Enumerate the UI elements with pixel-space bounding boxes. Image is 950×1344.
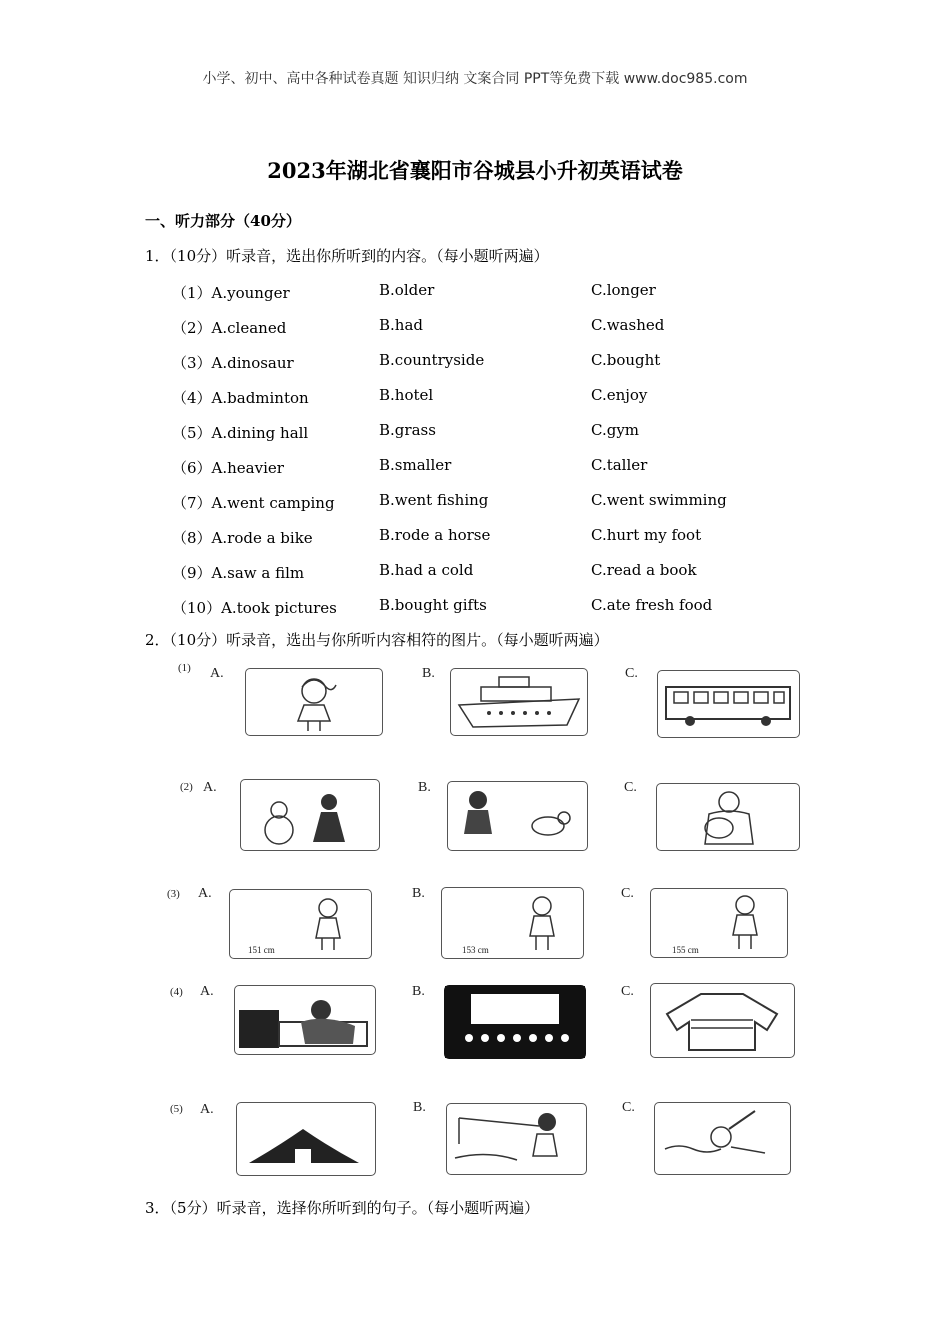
q1-option-4-b[interactable]: B.hotel [379, 386, 434, 404]
q1-option-3-b[interactable]: B.countryside [379, 351, 485, 369]
q1-option-3-c[interactable]: C.bought [591, 351, 661, 369]
height-label: 155 cm [672, 945, 699, 955]
picture-bus[interactable] [657, 670, 800, 738]
section-heading: 一、听力部分（40分） [145, 212, 301, 230]
q1-option-9-n[interactable]: （9）A.saw a film [172, 564, 305, 582]
option-label: A. [210, 666, 224, 681]
q1-option-4-c[interactable]: C.enjoy [591, 386, 648, 404]
height-label: 151 cm [248, 945, 275, 955]
q1-option-9-c[interactable]: C.read a book [591, 561, 697, 579]
q1-option-1-b[interactable]: B.older [379, 281, 435, 299]
q1-option-9-b[interactable]: B.had a cold [379, 561, 474, 579]
option-label: A. [200, 1102, 214, 1117]
q1-option-6-n[interactable]: （6）A.heavier [172, 459, 284, 477]
picture-cinema[interactable] [444, 985, 586, 1059]
question-1: 1．（10分）听录音，选出你所听到的内容。（每小题听两遍） [145, 247, 549, 265]
picture-girl-with-dog[interactable] [447, 781, 588, 851]
picture-sweater[interactable] [650, 983, 795, 1058]
option-label: C. [621, 984, 634, 999]
option-label: B. [413, 1100, 426, 1115]
picture-swimming[interactable] [654, 1102, 791, 1175]
picture-tent[interactable] [236, 1102, 376, 1176]
picture-girl-hugging-animal[interactable] [656, 783, 800, 851]
q1-option-10-b[interactable]: B.bought gifts [379, 596, 487, 614]
q1-option-8-n[interactable]: （8）A.rode a bike [172, 529, 313, 547]
q1-option-2-n[interactable]: （2）A.cleaned [172, 319, 287, 337]
option-label: B. [412, 984, 425, 999]
row-number: (4) [170, 986, 183, 998]
swimming-icon [655, 1103, 790, 1174]
girl-icon [246, 669, 382, 735]
sweater-icon [651, 984, 794, 1057]
option-label: B. [422, 666, 435, 681]
cat-icon [241, 780, 379, 850]
question-3: 3．（5分）听录音，选择你所听到的句子。（每小题听两遍） [145, 1199, 540, 1217]
q1-option-1-c[interactable]: C.longer [591, 281, 656, 299]
row-number: (3) [167, 888, 180, 900]
picture-ship[interactable] [450, 668, 588, 736]
option-label: C. [622, 1100, 635, 1115]
row-number: (1) [178, 662, 191, 674]
option-label: C. [624, 780, 637, 795]
cinema-icon [445, 986, 585, 1058]
question-2: 2．（10分）听录音，选出与你所听内容相符的图片。（每小题听两遍） [145, 631, 609, 649]
q1-option-7-n[interactable]: （7）A.went camping [172, 494, 335, 512]
q1-option-5-b[interactable]: B.grass [379, 421, 436, 439]
row-number: (5) [170, 1103, 183, 1115]
q1-option-3-n[interactable]: （3）A.dinosaur [172, 354, 294, 372]
q1-option-5-c[interactable]: C.gym [591, 421, 640, 439]
option-label: C. [621, 886, 634, 901]
option-label: A. [200, 984, 214, 999]
page-title: 2023年湖北省襄阳市谷城县小升初英语试卷 [267, 158, 683, 183]
picture-bed[interactable] [234, 985, 376, 1055]
picture-girl-with-cat[interactable] [240, 779, 380, 851]
option-label: B. [412, 886, 425, 901]
q1-option-8-b[interactable]: B.rode a horse [379, 526, 491, 544]
page-header: 小学、初中、高中各种试卷真题 知识归纳 文案合同 PPT等免费下载 www.doc985.com [202, 71, 748, 87]
q1-option-6-b[interactable]: B.smaller [379, 456, 452, 474]
q1-option-2-b[interactable]: B.had [379, 316, 423, 334]
row-number: (2) [180, 781, 193, 793]
option-label: C. [625, 666, 638, 681]
q1-option-10-n[interactable]: （10）A.took pictures [172, 599, 337, 617]
bus-icon [658, 671, 799, 737]
height-label: 153 cm [462, 945, 489, 955]
option-label: A. [198, 886, 212, 901]
option-label: A. [203, 780, 217, 795]
q1-option-1-n[interactable]: （1）A.younger [172, 284, 290, 302]
fishing-icon [447, 1104, 586, 1174]
q1-option-2-c[interactable]: C.washed [591, 316, 665, 334]
q1-option-10-c[interactable]: C.ate fresh food [591, 596, 713, 614]
ship-icon [451, 669, 587, 735]
dog-icon [448, 782, 587, 850]
q1-option-7-c[interactable]: C.went swimming [591, 491, 727, 509]
q1-option-4-n[interactable]: （4）A.badminton [172, 389, 309, 407]
girl-hug-icon [657, 784, 799, 850]
picture-height-155[interactable] [650, 888, 788, 958]
q1-option-6-c[interactable]: C.taller [591, 456, 648, 474]
option-label: B. [418, 780, 431, 795]
bed-icon [235, 986, 375, 1054]
picture-girl[interactable] [245, 668, 383, 736]
q1-option-5-n[interactable]: （5）A.dining hall [172, 424, 309, 442]
picture-fishing[interactable] [446, 1103, 587, 1175]
q1-option-8-c[interactable]: C.hurt my foot [591, 526, 702, 544]
q1-option-7-b[interactable]: B.went fishing [379, 491, 489, 509]
tent-icon [237, 1103, 375, 1175]
